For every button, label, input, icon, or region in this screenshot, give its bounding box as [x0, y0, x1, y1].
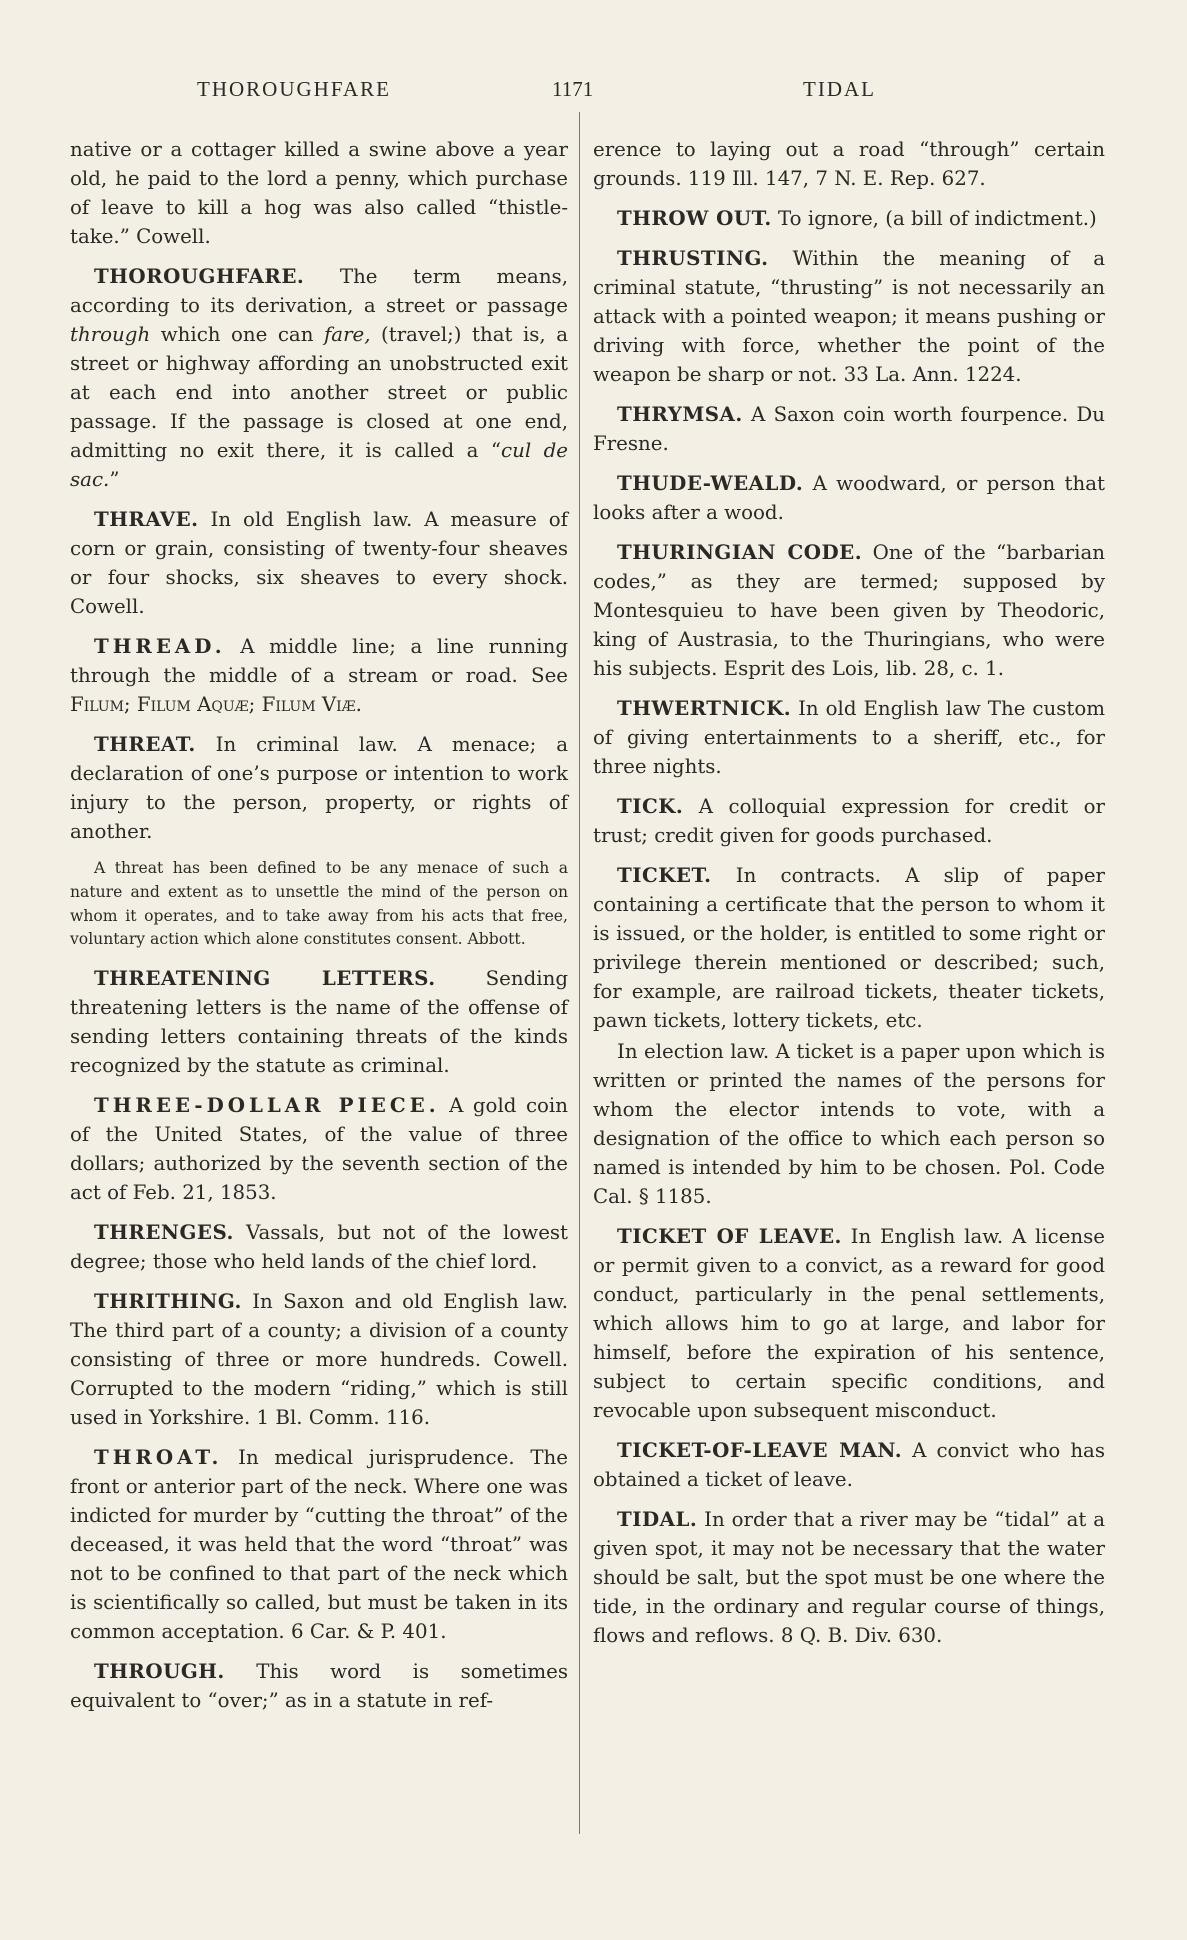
entry-text: A gold coin of the United States, of the value of three dollars; authorized by the seventh section of the act of Feb. 21, 1853.	[70, 1094, 569, 1205]
entry-thrithing	[70, 1287, 568, 1432]
entry-threatening-letters	[70, 964, 568, 1080]
entry-text: Sending threatening letters is the name of the offense of sending letters containing threats of the kinds recognized by the statute as criminal.	[70, 967, 568, 1078]
headword: THRYMSA.	[617, 402, 743, 426]
entry-text: .	[355, 693, 362, 716]
headword: THROAT.	[94, 1445, 223, 1470]
entry-text: To ignore, (a bill of indictment.)	[771, 207, 1097, 230]
entry-ticket-election: In election law. A ticket is a paper upon which is written or printed the names of the persons for whom the elector intends to vote, with a designation of the office to which each person so named is intended by him to be chosen. Pol. Code Cal. § 1185.	[593, 1040, 1105, 1208]
entry-text: A Saxon coin worth fourpence. Du Fresne.	[593, 403, 1105, 455]
page-number: 1171	[552, 77, 594, 101]
headword: THWERTNICK.	[617, 696, 792, 720]
entry-italic: through	[70, 323, 151, 346]
entry-text: Within the meaning of a criminal statute, “thrusting” is not necessarily an attack with a pointed weapon; it means pushing or driving with force, whether the point of the weapon be sharp or not. 33 La. Ann. 1224.	[593, 247, 1105, 386]
headword: THURINGIAN CODE.	[617, 540, 863, 564]
entry-tick	[593, 792, 1105, 850]
entry-text: (travel;) that is, a street or highway affording an unobstructed exit at each end into another street or public passage. If the passage is closed at one end, admitting no exit there, it is called a “	[70, 323, 568, 462]
headword: TICKET OF LEAVE.	[617, 1224, 842, 1248]
headword: THRUSTING.	[617, 246, 769, 270]
entry-three-dollar-piece	[70, 1091, 568, 1207]
entry-thude-weald	[593, 469, 1105, 527]
column-divider	[579, 112, 580, 1834]
left-column	[70, 135, 568, 1726]
headword: THROW OUT.	[617, 206, 772, 230]
entry-thoroughfare	[70, 262, 568, 494]
continued-entry-text: erence to laying out a road “through” certain grounds. 119 Ill. 147, 7 N. E. Rep. 627.	[593, 138, 1105, 190]
entry-text: In Saxon and old English law. The third part of a county; a division of a county consisting of three or more hundreds. Cowell. Corrupted to the modern “riding,” which is still used in Yorkshire. 1 Bl. Comm. 116.	[70, 1290, 568, 1430]
entry-text: In order that a river may be “tidal” at a given spot, it may not be necessary that the water should be salt, but the spot must be one where the tide, in the ordinary and regular course of things, flows and reflows. 8 Q. B. Div. 630.	[593, 1508, 1105, 1647]
headword: THRITHING.	[94, 1289, 242, 1314]
headword: TICK.	[617, 794, 684, 818]
entry-text: ”	[109, 468, 120, 491]
entry-text: A colloquial expression for credit or trust; credit given for goods purchased.	[593, 795, 1105, 847]
entry-thwertnick	[593, 694, 1105, 781]
entry-thrusting	[593, 244, 1105, 389]
entry-text: A middle line; a line running through the middle of a stream or road. See	[70, 635, 568, 687]
entry-text: Vassals, but not of the lowest degree; those who held lands of the chief lord.	[70, 1221, 568, 1274]
headword: TICKET.	[617, 863, 712, 887]
headword: THUDE-WEALD.	[617, 471, 804, 495]
cross-reference: Filum Viæ	[261, 693, 356, 716]
headword: THREATENING LETTERS.	[94, 966, 436, 991]
entry-text: In medical jurisprudence. The front or anterior part of the neck. Where one was indicted for murder by “cutting the throat” of the deceased, it was held that the word “throat” was not to be confined to that part of the neck which is scientifically so called, but must be taken in its common acceptation. 6 Car. & P. 401.	[70, 1446, 568, 1644]
entry-ticket-of-leave-man	[593, 1436, 1105, 1494]
entry-italic: fare,	[323, 323, 371, 346]
entry-throw-out	[593, 204, 1105, 233]
entry-text: In contracts. A slip of paper containing a certificate that the person to whom it is issued, or the holder, is entitled to some right or privilege therein mentioned or described; such, for example, are railroad tickets, theater tickets, pawn tickets, lottery tickets, etc.	[593, 864, 1105, 1032]
continued-entry-text: native or a cottager killed a swine above a year old, he paid to the lord a penny, which purchase of leave to kill a hog was also called “thistle-take.” Cowell.	[70, 138, 568, 248]
entry-text: In English law. A license or permit given to a convict, as a reward for good conduct, particularly in the penal settlements, which allows him to go at large, and labor for himself, before the expiration of his sentence, subject to certain specific conditions, and revocable upon subsequent misconduct.	[593, 1225, 1105, 1422]
entry-ticket	[593, 861, 1105, 1035]
header-right-guide-word: TIDAL	[803, 77, 876, 101]
entry-threat	[70, 730, 568, 846]
entry-text: In criminal law. A menace; a declaration of one’s purpose or intention to work injury to the person, property, or rights of another.	[70, 733, 568, 843]
entry-text: In old English law. A measure of corn or grain, consisting of twenty-four sheaves or four shocks, six sheaves to every shock. Cowell.	[70, 508, 568, 618]
entry-text: This word is sometimes equivalent to “over;” as in a statute in ref-	[70, 1660, 568, 1713]
headword: THREAT.	[94, 732, 196, 756]
entry-thuringian-code	[593, 538, 1105, 683]
entry-thrymsa	[593, 400, 1105, 458]
entry-thrave	[70, 505, 568, 621]
entry-text: which one can	[150, 323, 324, 346]
headword: THOROUGHFARE.	[94, 264, 305, 288]
entry-text: In old English law The custom of giving entertainments to a sheriff, etc., for three nights.	[593, 697, 1105, 778]
entry-italic: cul de sac.	[70, 439, 568, 491]
headword: THREAD.	[94, 634, 226, 658]
entry-text: ;	[248, 693, 262, 716]
headword: THREE-DOLLAR PIECE.	[94, 1093, 440, 1118]
headword: TIDAL.	[617, 1507, 698, 1531]
entry-throat	[70, 1443, 568, 1646]
headword: THRENGES.	[94, 1220, 234, 1245]
headword: THROUGH.	[94, 1659, 225, 1684]
entry-tidal	[593, 1505, 1105, 1650]
headword: THRAVE.	[94, 507, 199, 531]
entry-note: A threat has been defined to be any menace of such a nature and extent as to unsettle the mind of the person on whom it operates, and to take away from his acts that free, voluntary action which alone constitutes consent. Abbott.	[70, 859, 568, 949]
entry-text: ;	[123, 693, 137, 716]
header-left-guide-word: THOROUGHFARE	[197, 77, 391, 101]
headword: TICKET-OF-LEAVE MAN.	[617, 1438, 903, 1462]
entry-ticket-of-leave	[593, 1222, 1105, 1425]
entry-thread	[70, 632, 568, 719]
running-header	[0, 77, 1187, 107]
entry-threnges	[70, 1218, 568, 1276]
entry-through	[70, 1657, 568, 1715]
cross-reference: Filum Aquæ	[136, 693, 249, 716]
entry-text: A woodward, or person that looks after a wood.	[593, 472, 1105, 524]
entry-text: One of the “barbarian codes,” as they are termed; supposed by Montesquieu to have been given by Theodoric, king of Austrasia, to the Thuringians, who were his subjects. Esprit des Lois, lib. 28, c. 1.	[593, 541, 1105, 680]
right-column	[593, 135, 1105, 1661]
entry-text: A convict who has obtained a ticket of leave.	[593, 1439, 1105, 1491]
cross-reference: Filum	[70, 693, 124, 716]
entry-text: The term means, according to its derivation, a street or passage	[70, 265, 568, 317]
